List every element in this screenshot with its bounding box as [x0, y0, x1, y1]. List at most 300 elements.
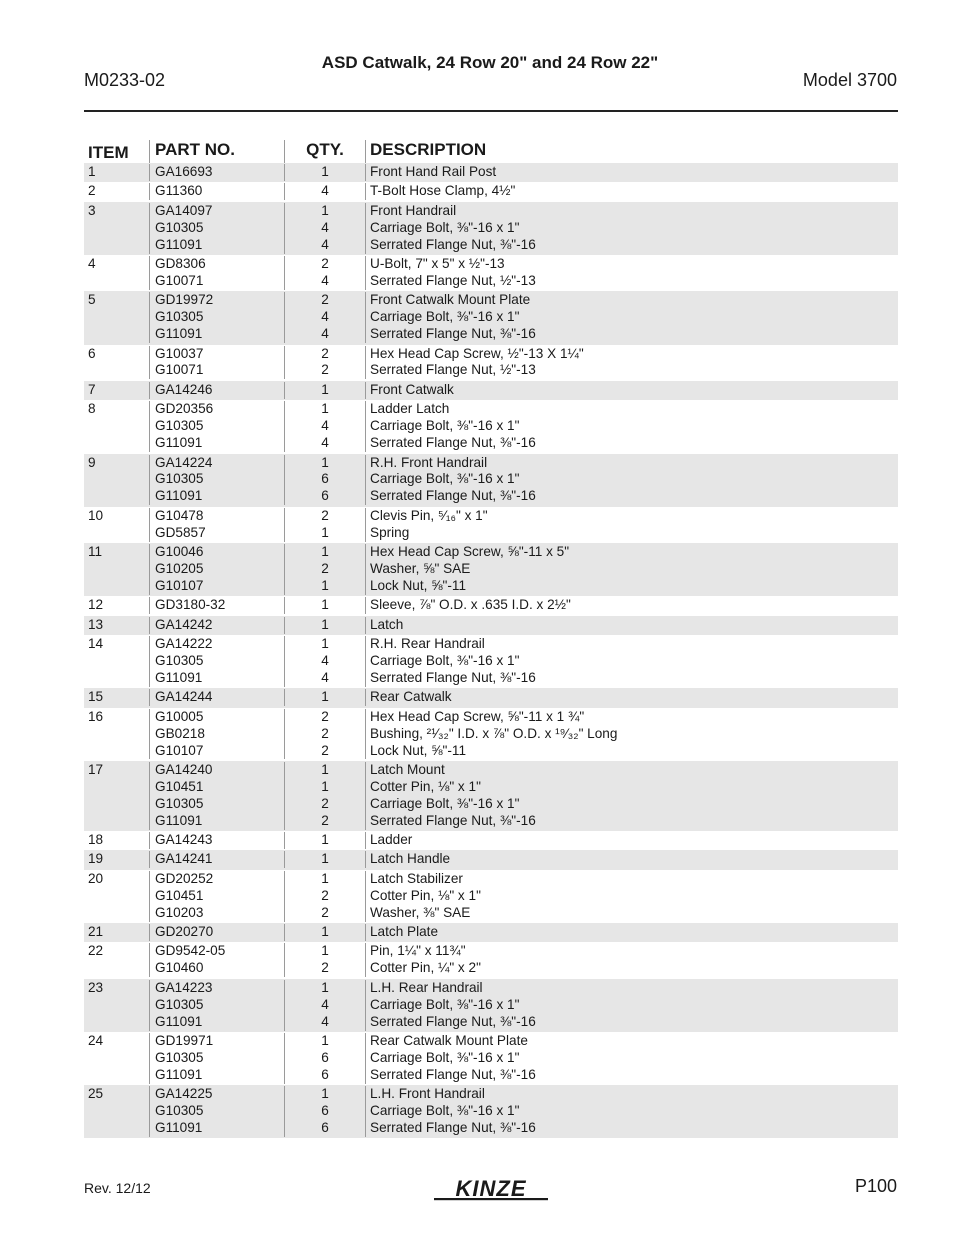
quantity: 6 — [321, 488, 329, 504]
description: Carriage Bolt, ⅜"-16 x 1" — [370, 652, 520, 668]
description: L.H. Rear Handrail — [370, 979, 483, 995]
part-number: GA14242 — [155, 616, 213, 632]
part-number: G10305 — [155, 795, 204, 811]
table-row — [84, 831, 898, 850]
part-number-cell — [149, 1033, 284, 1084]
description: Front Catwalk Mount Plate — [370, 292, 531, 308]
description: L.H. Front Handrail — [370, 1086, 485, 1102]
part-number-cell — [149, 980, 284, 1031]
quantity: 1 — [321, 597, 329, 613]
quantity-cell — [284, 597, 365, 614]
description: Ladder — [370, 832, 413, 848]
part-number: G11091 — [155, 1013, 203, 1029]
quantity: 2 — [321, 292, 329, 308]
table-row — [84, 688, 898, 707]
part-number: GD20356 — [155, 401, 214, 417]
part-number-cell — [149, 617, 284, 634]
quantity: 4 — [321, 309, 329, 325]
description: Serrated Flange Nut, ⅜"-16 — [370, 1066, 536, 1082]
description-cell — [365, 851, 898, 868]
item-number: 22 — [88, 943, 104, 959]
part-number-cell — [149, 689, 284, 706]
parts-table — [84, 140, 898, 1138]
quantity-cell — [284, 292, 365, 343]
part-number: G10305 — [155, 652, 204, 668]
part-number: GD19972 — [155, 292, 214, 308]
description: Latch Plate — [370, 924, 439, 940]
table-row — [84, 596, 898, 615]
description-cell — [365, 636, 898, 687]
part-number: G11091 — [155, 1120, 203, 1136]
item-number: 11 — [88, 544, 103, 560]
item-number: 18 — [88, 832, 104, 848]
item-number: 17 — [88, 761, 104, 777]
description-cell — [365, 382, 898, 399]
table-row — [84, 381, 898, 400]
quantity: 1 — [321, 1033, 329, 1048]
part-number-cell — [149, 203, 284, 254]
part-number: G10205 — [155, 560, 204, 576]
svg-text:KINZE: KINZE — [455, 1176, 527, 1201]
description: Carriage Bolt, ⅜"-16 x 1" — [370, 309, 520, 325]
description: U-Bolt, 7" x 5" x ½"-13 — [370, 256, 505, 272]
description-cell — [365, 256, 898, 290]
part-number-cell — [149, 832, 284, 849]
part-number-cell — [149, 636, 284, 687]
part-number: G10305 — [155, 1049, 204, 1065]
description: Serrated Flange Nut, ⅜"-16 — [370, 669, 536, 685]
description-cell — [365, 1033, 898, 1084]
quantity-cell — [284, 709, 365, 760]
part-number: GB0218 — [155, 725, 205, 741]
quantity: 4 — [321, 418, 329, 434]
part-number-cell — [149, 164, 284, 181]
quantity-cell — [284, 851, 365, 868]
description: Ladder Latch — [370, 401, 450, 417]
quantity: 1 — [321, 164, 329, 179]
description: Bushing, ²¹⁄₃₂" I.D. x ⅞" O.D. x ¹⁹⁄₃₂" Long — [370, 725, 618, 741]
quantity: 1 — [321, 924, 329, 940]
quantity-cell — [284, 871, 365, 922]
description: Front Hand Rail Post — [370, 164, 497, 179]
part-number: GD9542-05 — [155, 943, 226, 959]
quantity-cell — [284, 689, 365, 706]
description: Spring — [370, 524, 410, 540]
part-number: G11091 — [155, 812, 203, 828]
part-number: GA14097 — [155, 202, 213, 218]
description-cell — [365, 689, 898, 706]
part-number: GD19971 — [155, 1033, 214, 1048]
quantity: 1 — [321, 943, 329, 959]
quantity: 4 — [321, 435, 329, 451]
quantity-cell — [284, 508, 365, 542]
quantity: 6 — [321, 1066, 329, 1082]
part-number-cell — [149, 851, 284, 868]
part-number: GD5857 — [155, 524, 206, 540]
quantity-cell — [284, 455, 365, 506]
part-number: G10305 — [155, 309, 204, 325]
part-number: G10478 — [155, 507, 204, 523]
part-number: G11091 — [155, 236, 203, 252]
description: Carriage Bolt, ⅜"-16 x 1" — [370, 471, 520, 487]
part-number: GA14224 — [155, 454, 213, 470]
description: Cotter Pin, ⅛" x 1" — [370, 887, 481, 903]
part-number: G10305 — [155, 219, 204, 235]
quantity-cell — [284, 544, 365, 595]
description: Rear Catwalk Mount Plate — [370, 1033, 528, 1048]
item-number: 21 — [88, 924, 104, 940]
quantity-cell — [284, 980, 365, 1031]
description: Hex Head Cap Screw, ½"-13 X 1¼" — [370, 345, 584, 361]
description: Lock Nut, ⅝"-11 — [370, 577, 466, 593]
description-cell — [365, 1086, 898, 1137]
part-number: G10046 — [155, 544, 204, 560]
quantity: 2 — [321, 725, 329, 741]
part-number-cell — [149, 455, 284, 506]
description: Serrated Flange Nut, ⅜"-16 — [370, 435, 536, 451]
description: Carriage Bolt, ⅜"-16 x 1" — [370, 1103, 520, 1119]
description: R.H. Front Handrail — [370, 454, 488, 470]
part-number: GA16693 — [155, 164, 213, 179]
table-row — [84, 182, 898, 201]
description: T-Bolt Hose Clamp, 4½" — [370, 183, 516, 199]
quantity-cell — [284, 832, 365, 849]
table-row — [84, 400, 898, 453]
item-number: 2 — [88, 183, 96, 199]
item-number: 6 — [88, 345, 96, 361]
description: Washer, ⅜" SAE — [370, 904, 471, 920]
column-header-item: ITEM — [88, 143, 129, 162]
quantity-cell — [284, 1086, 365, 1137]
description: Serrated Flange Nut, ⅜"-16 — [370, 1013, 536, 1029]
quantity: 1 — [321, 454, 329, 470]
part-number: G10460 — [155, 960, 204, 976]
table-row — [84, 923, 898, 942]
table-row — [84, 761, 898, 831]
description-cell — [365, 346, 898, 380]
description: Lock Nut, ⅝"-11 — [370, 742, 466, 758]
table-row — [84, 255, 898, 291]
quantity: 4 — [321, 326, 329, 342]
quantity: 6 — [321, 1120, 329, 1136]
part-number: G11091 — [155, 488, 203, 504]
quantity: 1 — [321, 851, 329, 867]
table-row — [84, 543, 898, 596]
description-cell — [365, 164, 898, 181]
item-number: 14 — [88, 636, 104, 652]
table-row — [84, 507, 898, 543]
quantity: 2 — [321, 560, 329, 576]
item-number: 16 — [88, 708, 104, 724]
description-cell — [365, 709, 898, 760]
part-number: G11091 — [155, 326, 203, 342]
quantity: 2 — [321, 708, 329, 724]
description: Serrated Flange Nut, ⅜"-16 — [370, 488, 536, 504]
quantity: 1 — [321, 577, 329, 593]
part-number: G11091 — [155, 669, 203, 685]
item-number: 7 — [88, 381, 96, 397]
description: Washer, ⅝" SAE — [370, 560, 471, 576]
quantity: 1 — [321, 381, 329, 397]
description: Clevis Pin, ⁵⁄₁₆" x 1" — [370, 507, 488, 523]
description-cell — [365, 183, 898, 200]
quantity: 2 — [321, 362, 329, 378]
description: Serrated Flange Nut, ⅜"-16 — [370, 236, 536, 252]
quantity: 2 — [321, 904, 329, 920]
quantity-cell — [284, 203, 365, 254]
quantity: 4 — [321, 183, 329, 199]
item-number: 15 — [88, 689, 104, 705]
description-cell — [365, 980, 898, 1031]
quantity: 2 — [321, 812, 329, 828]
part-number: G10071 — [155, 362, 204, 378]
description: Carriage Bolt, ⅜"-16 x 1" — [370, 996, 520, 1012]
quantity: 4 — [321, 219, 329, 235]
part-number: GA14222 — [155, 636, 213, 652]
part-number: G10451 — [155, 778, 204, 794]
part-number: GA14246 — [155, 381, 213, 397]
table-row — [84, 454, 898, 507]
table-row — [84, 870, 898, 923]
quantity: 4 — [321, 669, 329, 685]
quantity-cell — [284, 382, 365, 399]
part-number: G10107 — [155, 742, 204, 758]
quantity: 4 — [321, 996, 329, 1012]
part-number-cell — [149, 256, 284, 290]
description-cell — [365, 292, 898, 343]
description: Latch — [370, 616, 404, 632]
model-label: Model 3700 — [802, 70, 897, 90]
description-cell — [365, 617, 898, 634]
quantity: 1 — [321, 979, 329, 995]
description: Cotter Pin, ⅛" x 1" — [370, 778, 481, 794]
quantity: 1 — [321, 1086, 329, 1102]
quantity-cell — [284, 943, 365, 977]
part-number: GA14241 — [155, 851, 213, 867]
part-number: G11091 — [155, 1066, 203, 1082]
description: Rear Catwalk — [370, 689, 452, 705]
description-cell — [365, 924, 898, 941]
quantity-cell — [284, 1033, 365, 1084]
part-number: G10451 — [155, 887, 204, 903]
item-number: 13 — [88, 616, 104, 632]
quantity: 4 — [321, 236, 329, 252]
column-header-qty: QTY. — [284, 140, 365, 163]
part-number: GA14240 — [155, 761, 213, 777]
description: Carriage Bolt, ⅜"-16 x 1" — [370, 418, 520, 434]
part-number: G10305 — [155, 471, 204, 487]
quantity: 1 — [321, 778, 329, 794]
item-number: 20 — [88, 870, 104, 886]
quantity: 6 — [321, 1049, 329, 1065]
part-number: G10305 — [155, 418, 204, 434]
quantity-cell — [284, 762, 365, 830]
page-number: P100 — [854, 1176, 897, 1196]
part-number: G11091 — [155, 435, 203, 451]
part-number-cell — [149, 1086, 284, 1137]
description: R.H. Rear Handrail — [370, 636, 485, 652]
item-number: 9 — [88, 454, 96, 470]
kinze-logo — [432, 1176, 550, 1204]
part-number: G10203 — [155, 904, 204, 920]
table-header — [84, 140, 898, 163]
part-number-cell — [149, 401, 284, 452]
part-number-cell — [149, 597, 284, 614]
description: Latch Handle — [370, 851, 451, 867]
description: Latch Stabilizer — [370, 870, 463, 886]
item-number: 19 — [88, 851, 104, 867]
item-number: 4 — [88, 256, 96, 272]
part-number-cell — [149, 943, 284, 977]
quantity: 1 — [321, 761, 329, 777]
description: Serrated Flange Nut, ½"-13 — [370, 362, 536, 378]
quantity-cell — [284, 183, 365, 200]
description-cell — [365, 762, 898, 830]
description: Sleeve, ⅞" O.D. x .635 I.D. x 2½" — [370, 597, 571, 613]
quantity: 2 — [321, 795, 329, 811]
part-number-cell — [149, 544, 284, 595]
part-number-cell — [149, 924, 284, 941]
part-number-cell — [149, 762, 284, 830]
part-number: G10071 — [155, 272, 204, 288]
table-body — [84, 163, 898, 1138]
item-number: 5 — [88, 292, 96, 308]
table-row — [84, 1085, 898, 1138]
table-row — [84, 1032, 898, 1085]
description-cell — [365, 544, 898, 595]
quantity-cell — [284, 164, 365, 181]
quantity: 4 — [321, 272, 329, 288]
description: Serrated Flange Nut, ⅜"-16 — [370, 812, 536, 828]
quantity: 1 — [321, 202, 329, 218]
quantity: 6 — [321, 1103, 329, 1119]
item-number: 3 — [88, 202, 96, 218]
part-number: G10037 — [155, 345, 204, 361]
quantity: 4 — [321, 1013, 329, 1029]
part-number: G10005 — [155, 708, 204, 724]
part-number: GA14244 — [155, 689, 213, 705]
description-cell — [365, 943, 898, 977]
part-number-cell — [149, 346, 284, 380]
quantity: 1 — [321, 832, 329, 848]
item-number: 1 — [88, 164, 96, 179]
table-row — [84, 850, 898, 869]
description: Serrated Flange Nut, ½"-13 — [370, 272, 536, 288]
doc-number: M0233-02 — [84, 70, 166, 90]
part-number: G11360 — [155, 183, 203, 199]
description: Serrated Flange Nut, ⅜"-16 — [370, 326, 536, 342]
description: Front Handrail — [370, 202, 457, 218]
part-number: G10107 — [155, 577, 204, 593]
part-number-cell — [149, 508, 284, 542]
quantity: 2 — [321, 887, 329, 903]
quantity: 2 — [321, 345, 329, 361]
part-number: G10305 — [155, 996, 204, 1012]
table-row — [84, 616, 898, 635]
item-number: 23 — [88, 979, 104, 995]
header-rule — [84, 110, 898, 112]
part-number: GD20270 — [155, 924, 214, 940]
part-number: GD8306 — [155, 256, 206, 272]
quantity: 6 — [321, 471, 329, 487]
description: Cotter Pin, ¼" x 2" — [370, 960, 481, 976]
quantity-cell — [284, 636, 365, 687]
table-row — [84, 942, 898, 978]
description: Hex Head Cap Screw, ⅝"-11 x 5" — [370, 544, 570, 560]
quantity: 1 — [321, 401, 329, 417]
quantity: 1 — [321, 616, 329, 632]
description: Hex Head Cap Screw, ⅝"-11 x 1 ¾" — [370, 708, 585, 724]
description-cell — [365, 455, 898, 506]
quantity: 2 — [321, 256, 329, 272]
quantity: 2 — [321, 507, 329, 523]
part-number: GA14223 — [155, 979, 213, 995]
table-row — [84, 163, 898, 182]
item-number: 8 — [88, 401, 96, 417]
column-header-part-no: PART NO. — [149, 140, 284, 163]
quantity: 1 — [321, 636, 329, 652]
quantity: 1 — [321, 689, 329, 705]
part-number: G10305 — [155, 1103, 204, 1119]
quantity: 1 — [321, 524, 329, 540]
quantity-cell — [284, 346, 365, 380]
quantity-cell — [284, 924, 365, 941]
quantity: 2 — [321, 960, 329, 976]
description: Carriage Bolt, ⅜"-16 x 1" — [370, 795, 520, 811]
part-number-cell — [149, 871, 284, 922]
part-number: GA14243 — [155, 832, 213, 848]
table-row — [84, 345, 898, 381]
part-number-cell — [149, 183, 284, 200]
page-title: ASD Catwalk, 24 Row 20" and 24 Row 22" — [321, 53, 659, 72]
item-number: 12 — [88, 597, 104, 613]
description: Serrated Flange Nut, ⅜"-16 — [370, 1120, 536, 1136]
description-cell — [365, 401, 898, 452]
description: Front Catwalk — [370, 381, 454, 397]
quantity-cell — [284, 617, 365, 634]
description: Carriage Bolt, ⅜"-16 x 1" — [370, 219, 520, 235]
quantity-cell — [284, 401, 365, 452]
description: Latch Mount — [370, 761, 445, 777]
revision-label: Rev. 12/12 — [84, 1180, 151, 1196]
description: Carriage Bolt, ⅜"-16 x 1" — [370, 1049, 520, 1065]
part-number: GD3180-32 — [155, 597, 226, 613]
part-number: GA14225 — [155, 1086, 213, 1102]
item-number: 25 — [88, 1086, 104, 1102]
quantity: 1 — [321, 870, 329, 886]
part-number-cell — [149, 709, 284, 760]
item-number: 24 — [88, 1033, 104, 1048]
quantity: 1 — [321, 544, 329, 560]
table-row — [84, 635, 898, 688]
part-number-cell — [149, 382, 284, 399]
quantity-cell — [284, 256, 365, 290]
quantity: 2 — [321, 742, 329, 758]
table-row — [84, 708, 898, 761]
table-row — [84, 979, 898, 1032]
description-cell — [365, 871, 898, 922]
column-header-description: DESCRIPTION — [365, 140, 898, 163]
part-number: GD20252 — [155, 870, 214, 886]
description-cell — [365, 832, 898, 849]
description-cell — [365, 203, 898, 254]
description: Pin, 1¼" x 11¾" — [370, 943, 466, 959]
part-number-cell — [149, 292, 284, 343]
quantity: 4 — [321, 652, 329, 668]
item-number: 10 — [88, 507, 104, 523]
table-row — [84, 202, 898, 255]
table-row — [84, 291, 898, 344]
